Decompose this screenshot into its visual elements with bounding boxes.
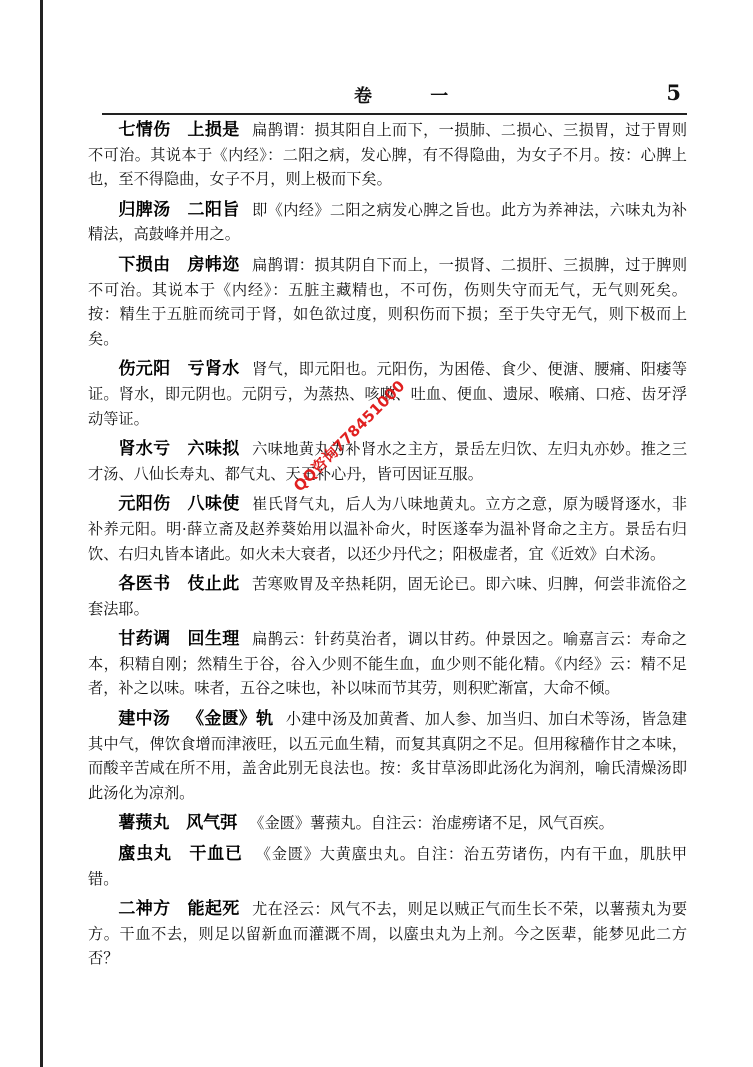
- entry-verse-1: 甘药调: [118, 629, 171, 650]
- entry-verse-2: 回生理: [187, 629, 240, 650]
- entry-verse-1: 伤元阳: [118, 359, 171, 380]
- running-title: 卷 一: [354, 86, 475, 107]
- entry-verse-1: 二神方: [118, 899, 171, 920]
- entry-verse-2: 八味使: [187, 494, 240, 515]
- entry: [88, 842, 687, 891]
- entry-verse-1: 归脾汤: [118, 199, 171, 220]
- entry-commentary: 六味地黄丸为补肾水之主方，景岳左归饮、左归丸亦妙。推之三才汤、八仙长寿丸、都气丸、天王补心丹，皆可因证互服。: [88, 440, 688, 483]
- header-rule: [102, 113, 687, 115]
- entry: [88, 253, 687, 351]
- entry: [88, 437, 687, 486]
- entry: [88, 118, 687, 192]
- entry-verse-1: 薯蓣丸: [118, 813, 170, 834]
- entry-commentary: 《金匮》大黄䗪虫丸。自注：治五劳诸伤，内有干血，肌肤甲错。: [88, 845, 688, 888]
- entry-verse-2: 亏肾水: [187, 359, 240, 380]
- entry-verse-1: 䗪虫丸: [118, 844, 172, 865]
- entry: [88, 198, 687, 247]
- entry-commentary: 扁鹊谓：损其阴自下而上，一损肾、二损肝、三损脾，过于脾则不可治。其说本于《内经》：五脏主藏精也，不可伤，伤则失守而无气，无气则死矣。按：精生于五脏而统司于肾，如色欲过度，则积伤而下损；至于失守无气，则下极而上矣。: [88, 255, 688, 348]
- entry-commentary: 小建中汤及加黄耆、加人参、加当归、加白术等汤，皆急建其中气，俾饮食增而津液旺，以五元血生精，而复其真阴之不足。但用稼穑作甘之本味，而酸辛苦咸在所不用，盖舍此别无良法也。按：炙甘草汤即此汤化为润剂，喻氏清燥汤即此汤化为凉剂。: [88, 710, 688, 802]
- entry-verse-2: 《金匮》轨: [186, 709, 274, 730]
- entry-commentary: 苦寒败胃及辛热耗阴，固无论已。即六味、归脾，何尝非流俗之套法耶。: [88, 575, 688, 618]
- entry-commentary: 崔氏肾气丸，后人为八味地黄丸。立方之意，原为暖肾逐水，非补养元阳。明·薛立斋及赵养葵始用以温补命火，时医遂奉为温补肾命之主方。景岳右归饮、右归丸皆本诸此。如火未大衰者，以还少丹代之；阳极虚者，宜《近效》白术汤。: [88, 495, 688, 563]
- entry-verse-1: 下损由: [118, 254, 171, 275]
- entry-verse-2: 上损是: [187, 120, 240, 140]
- entry: [88, 627, 687, 701]
- entry-verse-2: 二阳旨: [187, 199, 240, 220]
- entry-verse-2: 六味拟: [187, 439, 240, 460]
- entry-verse-1: 元阳伤: [118, 494, 171, 515]
- entry-verse-2: 伎止此: [187, 574, 240, 595]
- page-body: [88, 118, 687, 977]
- entry-commentary: 扁鹊谓：损其阳自上而下，一损肺、二损心、三损胃，过于胃则不可治。其说本于《内经》：二阳之病，发心脾，有不得隐曲，为女子不月。按：心脾上也，至不得隐曲，女子不月，则上极而下矣。: [88, 121, 688, 189]
- entry: [88, 492, 687, 566]
- entry-verse-2: 干血已: [188, 844, 243, 865]
- entry: [88, 811, 687, 836]
- entry-verse-2: 风气弭: [186, 813, 238, 834]
- page-number: 5: [666, 80, 681, 105]
- entry-commentary: 尤在泾云：风气不去，则足以贼正气而生长不荣，以薯蓣丸为要方。干血不去，则足以留新血而灌溉不周，以䗪虫丸为上剂。今之医辈，能梦见此二方否？: [88, 900, 688, 968]
- page-left-border: [40, 0, 43, 1067]
- entry-commentary: 肾气，即元阳也。元阳伤，为困倦、食少、便溏、腰痛、阳痿等证。肾水，即元阴也。元阴亏，为蒸热、咳嗽、吐血、便血、遗尿、喉痛、口疮、齿牙浮动等证。: [88, 360, 688, 428]
- entry-commentary: 扁鹊云：针药莫治者，调以甘药。仲景因之。喻嘉言云：寿命之本，积精自刚；然精生于谷，谷入少则不能生血，血少则不能化精。《内经》云：精不足者，补之以味。味者，五谷之味也，补以味而节其劳，则积贮渐富，大命不倾。: [88, 630, 688, 698]
- entry-verse-1: 各医书: [118, 574, 171, 595]
- entry-verse-1: 建中汤: [118, 709, 171, 730]
- entry-commentary: 即《内经》二阳之病发心脾之旨也。此方为养神法，六味丸为补精法，高鼓峰并用之。: [88, 200, 688, 244]
- entry: [88, 707, 687, 805]
- entry-commentary: 《金匮》薯蓣丸。自注云：治虚痨诸不足，风气百疾。: [249, 814, 614, 833]
- entry-verse-2: 能起死: [187, 899, 240, 920]
- entry: [88, 897, 687, 971]
- entry-verse-1: 肾水亏: [118, 439, 171, 460]
- entry-verse-1: 七情伤: [118, 120, 171, 140]
- page-header: [102, 82, 687, 116]
- entry: [88, 572, 687, 621]
- watermark-text: QQ咨询778451000: [289, 376, 409, 496]
- entry-verse-2: 房帏迩: [187, 254, 240, 275]
